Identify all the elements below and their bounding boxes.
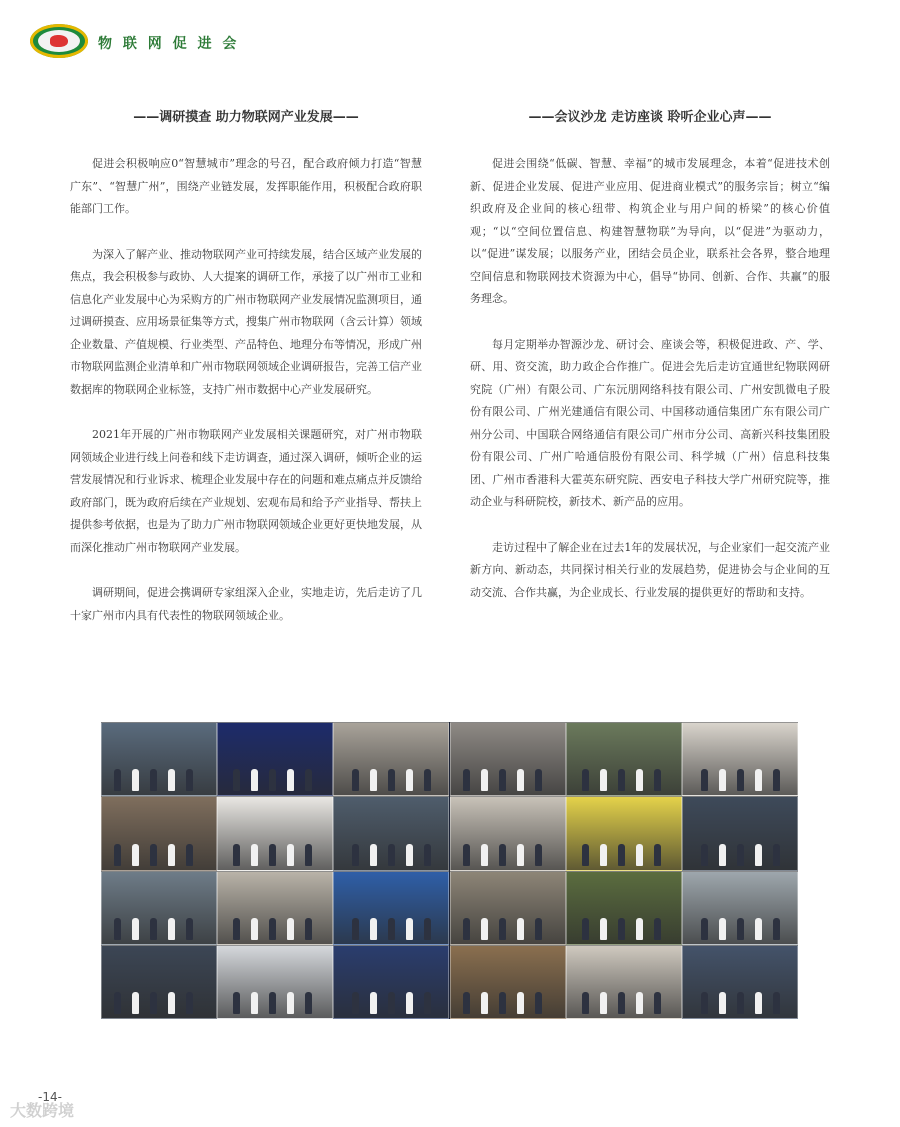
person-figure bbox=[755, 918, 762, 940]
person-figure bbox=[150, 769, 157, 791]
person-figure bbox=[352, 992, 359, 1014]
person-figure bbox=[233, 918, 240, 940]
watermark: 大数跨境 bbox=[10, 1101, 75, 1120]
org-name: 物 联 网 促 进 会 bbox=[98, 36, 240, 52]
person-figure bbox=[287, 992, 294, 1014]
person-figure bbox=[517, 844, 524, 866]
person-figure bbox=[132, 769, 139, 791]
person-figure bbox=[168, 918, 175, 940]
person-figure bbox=[600, 918, 607, 940]
person-figure bbox=[719, 918, 726, 940]
paragraph: 为深入了解产业、推动物联网产业可持续发展，结合区域产业发展的焦点，我会积极参与政协、人大提案的调研工作，承接了以广州市工业和信息化产业发展中心为采购方的广州市物联网产业发展情况监测项目，通过调研摸查、应用场景征集等方式，搜集广州市物联网（含云计算）领域企业数量、产值规模、行业类型、产品特色、地理分布等情况，形成广州市物联网监测企业清单和广州市物联网领域企业调研报告，完善工信产业数据库的物联网企业标签，支持广州市数据中心产业发展研究。 bbox=[70, 247, 422, 396]
person-figure bbox=[701, 769, 708, 791]
person-figure bbox=[481, 992, 488, 1014]
person-figure bbox=[406, 992, 413, 1014]
person-figure bbox=[737, 992, 744, 1014]
paragraph: 调研期间，促进会携调研专家组深入企业，实地走访，先后走访了几十家广州市内具有代表性的物联网领域企业。 bbox=[70, 586, 422, 622]
person-figure bbox=[388, 992, 395, 1014]
person-figure bbox=[582, 918, 589, 940]
person-figure bbox=[773, 992, 780, 1014]
person-figure bbox=[636, 844, 643, 866]
person-figure bbox=[719, 844, 726, 866]
collage-photo bbox=[450, 722, 566, 796]
person-figure bbox=[463, 918, 470, 940]
person-figure bbox=[186, 769, 193, 791]
person-figure bbox=[370, 918, 377, 940]
person-figure bbox=[654, 992, 661, 1014]
person-figure bbox=[186, 844, 193, 866]
person-figure bbox=[424, 918, 431, 940]
person-figure bbox=[388, 844, 395, 866]
right-column bbox=[470, 106, 830, 627]
person-figure bbox=[618, 992, 625, 1014]
person-figure bbox=[636, 992, 643, 1014]
person-figure bbox=[719, 992, 726, 1014]
person-figure bbox=[168, 992, 175, 1014]
person-figure bbox=[654, 844, 661, 866]
collage-photo bbox=[566, 796, 682, 870]
person-figure bbox=[305, 769, 312, 791]
collage-photo bbox=[682, 871, 798, 945]
person-figure bbox=[535, 844, 542, 866]
person-figure bbox=[269, 769, 276, 791]
person-figure bbox=[535, 769, 542, 791]
collage-photo bbox=[566, 945, 682, 1019]
person-figure bbox=[737, 769, 744, 791]
person-figure bbox=[719, 769, 726, 791]
person-figure bbox=[481, 769, 488, 791]
person-figure bbox=[636, 769, 643, 791]
person-figure bbox=[370, 844, 377, 866]
person-figure bbox=[114, 844, 121, 866]
collage-photo bbox=[682, 796, 798, 870]
person-figure bbox=[352, 844, 359, 866]
person-figure bbox=[233, 844, 240, 866]
collage-photo bbox=[450, 796, 566, 870]
page-number: -14- bbox=[38, 1090, 62, 1104]
collage-photo bbox=[217, 871, 333, 945]
person-figure bbox=[481, 918, 488, 940]
person-figure bbox=[388, 769, 395, 791]
person-figure bbox=[269, 918, 276, 940]
person-figure bbox=[636, 918, 643, 940]
collage-photo bbox=[566, 722, 682, 796]
person-figure bbox=[168, 844, 175, 866]
person-figure bbox=[654, 918, 661, 940]
person-figure bbox=[287, 769, 294, 791]
person-figure bbox=[132, 992, 139, 1014]
person-figure bbox=[287, 844, 294, 866]
person-figure bbox=[737, 918, 744, 940]
person-figure bbox=[251, 769, 258, 791]
person-figure bbox=[114, 918, 121, 940]
person-figure bbox=[755, 769, 762, 791]
collage-photo bbox=[682, 945, 798, 1019]
person-figure bbox=[305, 844, 312, 866]
person-figure bbox=[370, 992, 377, 1014]
person-figure bbox=[233, 769, 240, 791]
person-figure bbox=[269, 844, 276, 866]
person-figure bbox=[517, 918, 524, 940]
person-figure bbox=[535, 918, 542, 940]
person-figure bbox=[186, 918, 193, 940]
collage-photo bbox=[101, 871, 217, 945]
person-figure bbox=[305, 992, 312, 1014]
person-figure bbox=[499, 844, 506, 866]
paragraph: 2021年开展的广州市物联网产业发展相关课题研究，对广州市物联网领域企业进行线上问卷和线下走访调查，通过深入调研，倾听企业的运营发展情况和行业诉求、梳理企业发展中存在的问题和难点痛点并反馈给政府部门，既为政府后续在产业规划、宏观布局和给予产业指导、帮扶上提供参考依据，也是为了助力广州市物联网领域企业更好更快地发展，从而深化推动广州市物联网产业发展。 bbox=[70, 428, 422, 554]
collage-photo bbox=[333, 945, 449, 1019]
person-figure bbox=[582, 992, 589, 1014]
section-heading-salon: ——会议沙龙 走访座谈 聆听企业心声—— bbox=[528, 110, 772, 125]
person-figure bbox=[773, 844, 780, 866]
person-figure bbox=[773, 769, 780, 791]
person-figure bbox=[424, 844, 431, 866]
person-figure bbox=[737, 844, 744, 866]
collage-photo bbox=[217, 722, 333, 796]
paragraph: 促进会积极响应0“智慧城市”理念的号召，配合政府倾力打造“智慧广东”、“智慧广州”，围绕产业链发展，发挥职能作用，积极配合政府职能部门工作。 bbox=[70, 157, 422, 215]
collage-photo bbox=[682, 722, 798, 796]
person-figure bbox=[600, 769, 607, 791]
person-figure bbox=[481, 844, 488, 866]
person-figure bbox=[499, 769, 506, 791]
paragraph: 每月定期举办智源沙龙、研讨会、座谈会等，积极促进政、产、学、研、用、资交流，助力政企合作推广。促进会先后走访宜通世纪物联网研究院（广州）有限公司、广东沅朋网络科技有限公司、广州安凯微电子股份有限公司、广州光建通信有限公司、中国移动通信集团广东有限公司广州分公司、中国联合网络通信有限公司广州市分公司、高新兴科技集团股份有限公司、广州广哈通信股份有限公司、科学城（广州）信息科技集团、广州市香港科大霍英东研究院、西安电子科技大学广州研究院等，推动企业与科研院校，新技术、新产品的应用。 bbox=[470, 337, 830, 508]
person-figure bbox=[251, 918, 258, 940]
paragraph: 走访过程中了解企业在过去1年的发展状况，与企业家们一起交流产业新方向、新动态，共同探讨相关行业的发展趋势，促进协会与企业间的互动交流、合作共赢，为企业成长、行业发展的提供更好的帮助和支持。 bbox=[470, 540, 830, 599]
person-figure bbox=[463, 769, 470, 791]
person-figure bbox=[773, 918, 780, 940]
person-figure bbox=[269, 992, 276, 1014]
person-figure bbox=[352, 918, 359, 940]
person-figure bbox=[600, 844, 607, 866]
person-figure bbox=[251, 992, 258, 1014]
person-figure bbox=[517, 992, 524, 1014]
person-figure bbox=[654, 769, 661, 791]
section-heading-research: ——调研摸查 助力物联网产业发展—— bbox=[133, 110, 359, 125]
person-figure bbox=[406, 918, 413, 940]
person-figure bbox=[114, 992, 121, 1014]
person-figure bbox=[618, 769, 625, 791]
person-figure bbox=[168, 769, 175, 791]
person-figure bbox=[701, 992, 708, 1014]
person-figure bbox=[287, 918, 294, 940]
person-figure bbox=[618, 844, 625, 866]
person-figure bbox=[463, 844, 470, 866]
person-figure bbox=[186, 992, 193, 1014]
collage-photo bbox=[333, 871, 449, 945]
association-logo bbox=[30, 24, 88, 58]
person-figure bbox=[424, 769, 431, 791]
person-figure bbox=[600, 992, 607, 1014]
person-figure bbox=[755, 992, 762, 1014]
person-figure bbox=[150, 844, 157, 866]
person-figure bbox=[305, 918, 312, 940]
collage-photo bbox=[217, 796, 333, 870]
person-figure bbox=[406, 844, 413, 866]
person-figure bbox=[233, 992, 240, 1014]
person-figure bbox=[150, 992, 157, 1014]
person-figure bbox=[352, 769, 359, 791]
person-figure bbox=[582, 844, 589, 866]
left-column bbox=[70, 106, 422, 650]
person-figure bbox=[499, 918, 506, 940]
person-figure bbox=[499, 992, 506, 1014]
person-figure bbox=[701, 918, 708, 940]
person-figure bbox=[701, 844, 708, 866]
person-figure bbox=[132, 844, 139, 866]
person-figure bbox=[114, 769, 121, 791]
person-figure bbox=[755, 844, 762, 866]
person-figure bbox=[370, 769, 377, 791]
collage-photo bbox=[566, 871, 682, 945]
person-figure bbox=[535, 992, 542, 1014]
collage-photo bbox=[333, 722, 449, 796]
person-figure bbox=[150, 918, 157, 940]
photo-collage bbox=[101, 722, 798, 1019]
person-figure bbox=[463, 992, 470, 1014]
collage-photo bbox=[101, 796, 217, 870]
person-figure bbox=[132, 918, 139, 940]
person-figure bbox=[406, 769, 413, 791]
collage-photo bbox=[450, 871, 566, 945]
person-figure bbox=[618, 918, 625, 940]
person-figure bbox=[582, 769, 589, 791]
collage-photo bbox=[333, 796, 449, 870]
collage-photo bbox=[217, 945, 333, 1019]
paragraph: 促进会围绕“低碳、智慧、幸福”的城市发展理念，本着“促进技术创新、促进企业发展、促进产业应用、促进商业模式”的服务宗旨；树立“编织政府及企业间的核心纽带、构筑企业与用户间的桥梁”的核心价值观；“以“空间位置信息、构建智慧物联”为导向，以“促进”为驱动力，以“促进”谋发展；以服务产业，团结会员企业，联系社会各界，整合地理空间信息和物联网技术资源为中心，倡导“协同、创新、合作、共赢”的服务理念。 bbox=[470, 157, 830, 305]
person-figure bbox=[251, 844, 258, 866]
person-figure bbox=[424, 992, 431, 1014]
collage-photo bbox=[101, 945, 217, 1019]
person-figure bbox=[517, 769, 524, 791]
collage-photo bbox=[450, 945, 566, 1019]
person-figure bbox=[388, 918, 395, 940]
collage-photo bbox=[101, 722, 217, 796]
